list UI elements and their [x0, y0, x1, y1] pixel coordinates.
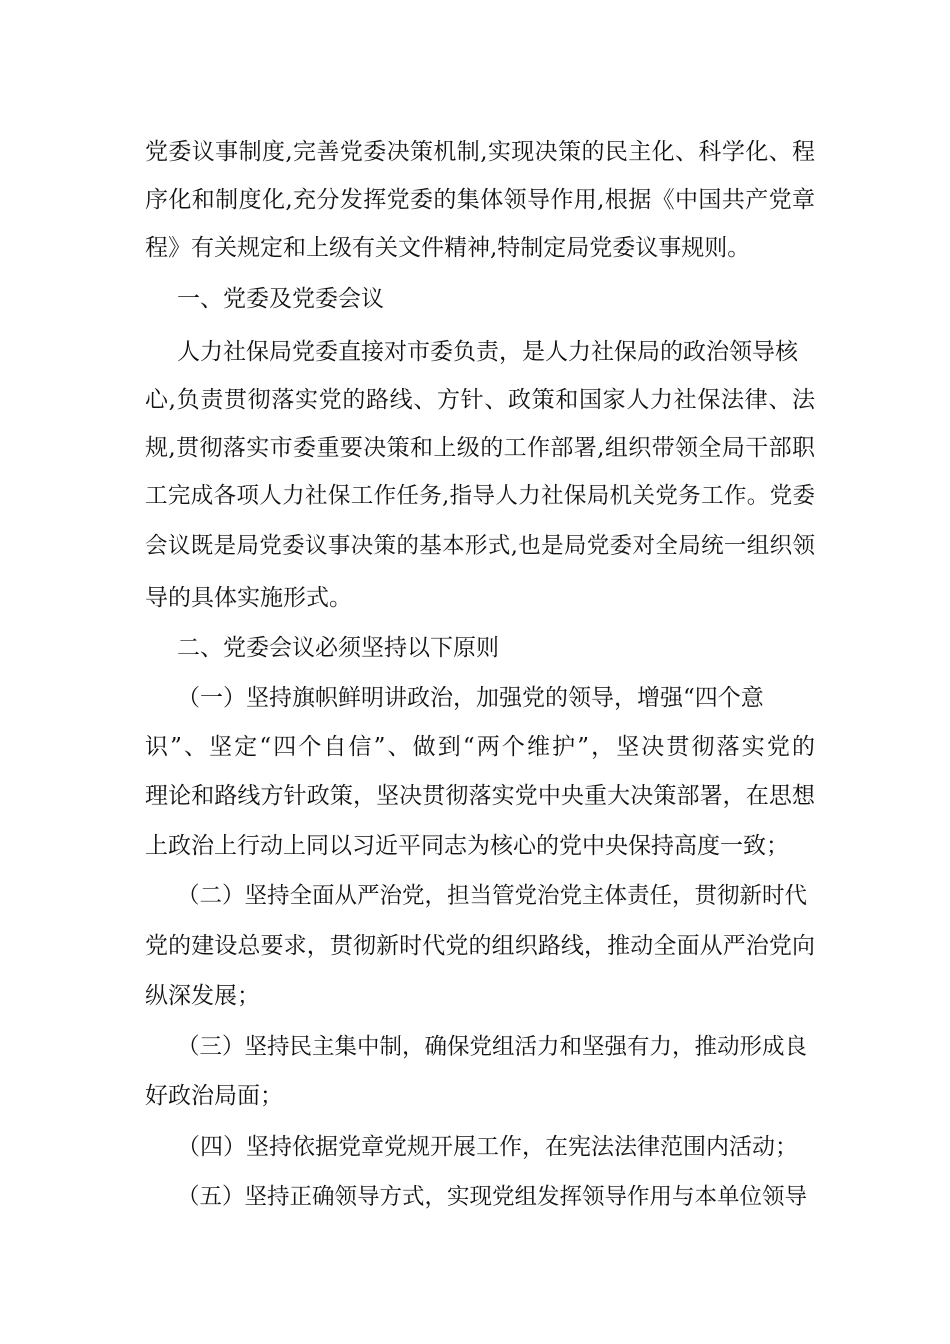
text-line: （二）坚持全面从严治党，担当管党治党主体责任，贯彻新时代 [177, 883, 808, 909]
text-line: 会议既是局党委议事决策的基本形式,也是局党委对全局统一组织领 [145, 533, 815, 559]
text-line: 工完成各项人力社保工作任务,指导人力社保局机关党务工作。党委 [145, 483, 815, 509]
text-line: 好政治局面； [145, 1083, 283, 1109]
text-line: 导的具体实施形式。 [145, 585, 352, 611]
text-line: 理论和路线方针政策，坚决贯彻落实党中央重大决策部署，在思想 [145, 783, 815, 809]
text-line: （五）坚持正确领导方式，实现党组发挥领导作用与本单位领导 [177, 1184, 808, 1210]
text-line: （一）坚持旗帜鲜明讲政治，加强党的领导，增强“四个意 [177, 685, 764, 711]
text-line: 程》有关规定和上级有关文件精神,特制定局党委议事规则。 [145, 235, 751, 261]
text-line: 心,负责贯彻落实党的路线、方针、政策和国家人力社保法律、法 [145, 387, 815, 413]
text-line: 党委议事制度,完善党委决策机制,实现决策的民主化、科学化、程 [145, 139, 815, 165]
text-line: 纵深发展； [145, 983, 260, 1009]
text-line: （四）坚持依据党章党规开展工作，在宪法法律范围内活动； [177, 1134, 798, 1160]
text-line: 识”、坚定“四个自信”、做到“两个维护”，坚决贯彻落实党的 [145, 734, 815, 760]
text-line: 人力社保局党委直接对市委负责，是人力社保局的政治领导核 [177, 339, 798, 365]
section-heading: 一、党委及党委会议 [177, 286, 384, 312]
text-line: （三）坚持民主集中制，确保党组活力和坚强有力，推动形成良 [177, 1034, 808, 1060]
section-heading: 二、党委会议必须坚持以下原则 [177, 635, 499, 661]
text-line: 规,贯彻落实市委重要决策和上级的工作部署,组织带领全局干部职 [145, 435, 815, 461]
text-line: 序化和制度化,充分发挥党委的集体领导作用,根据《中国共产党章 [145, 187, 815, 213]
text-line: 上政治上行动上同以习近平同志为核心的党中央保持高度一致； [145, 833, 789, 859]
text-line: 党的建设总要求，贯彻新时代党的组织路线，推动全面从严治党向 [145, 933, 815, 959]
